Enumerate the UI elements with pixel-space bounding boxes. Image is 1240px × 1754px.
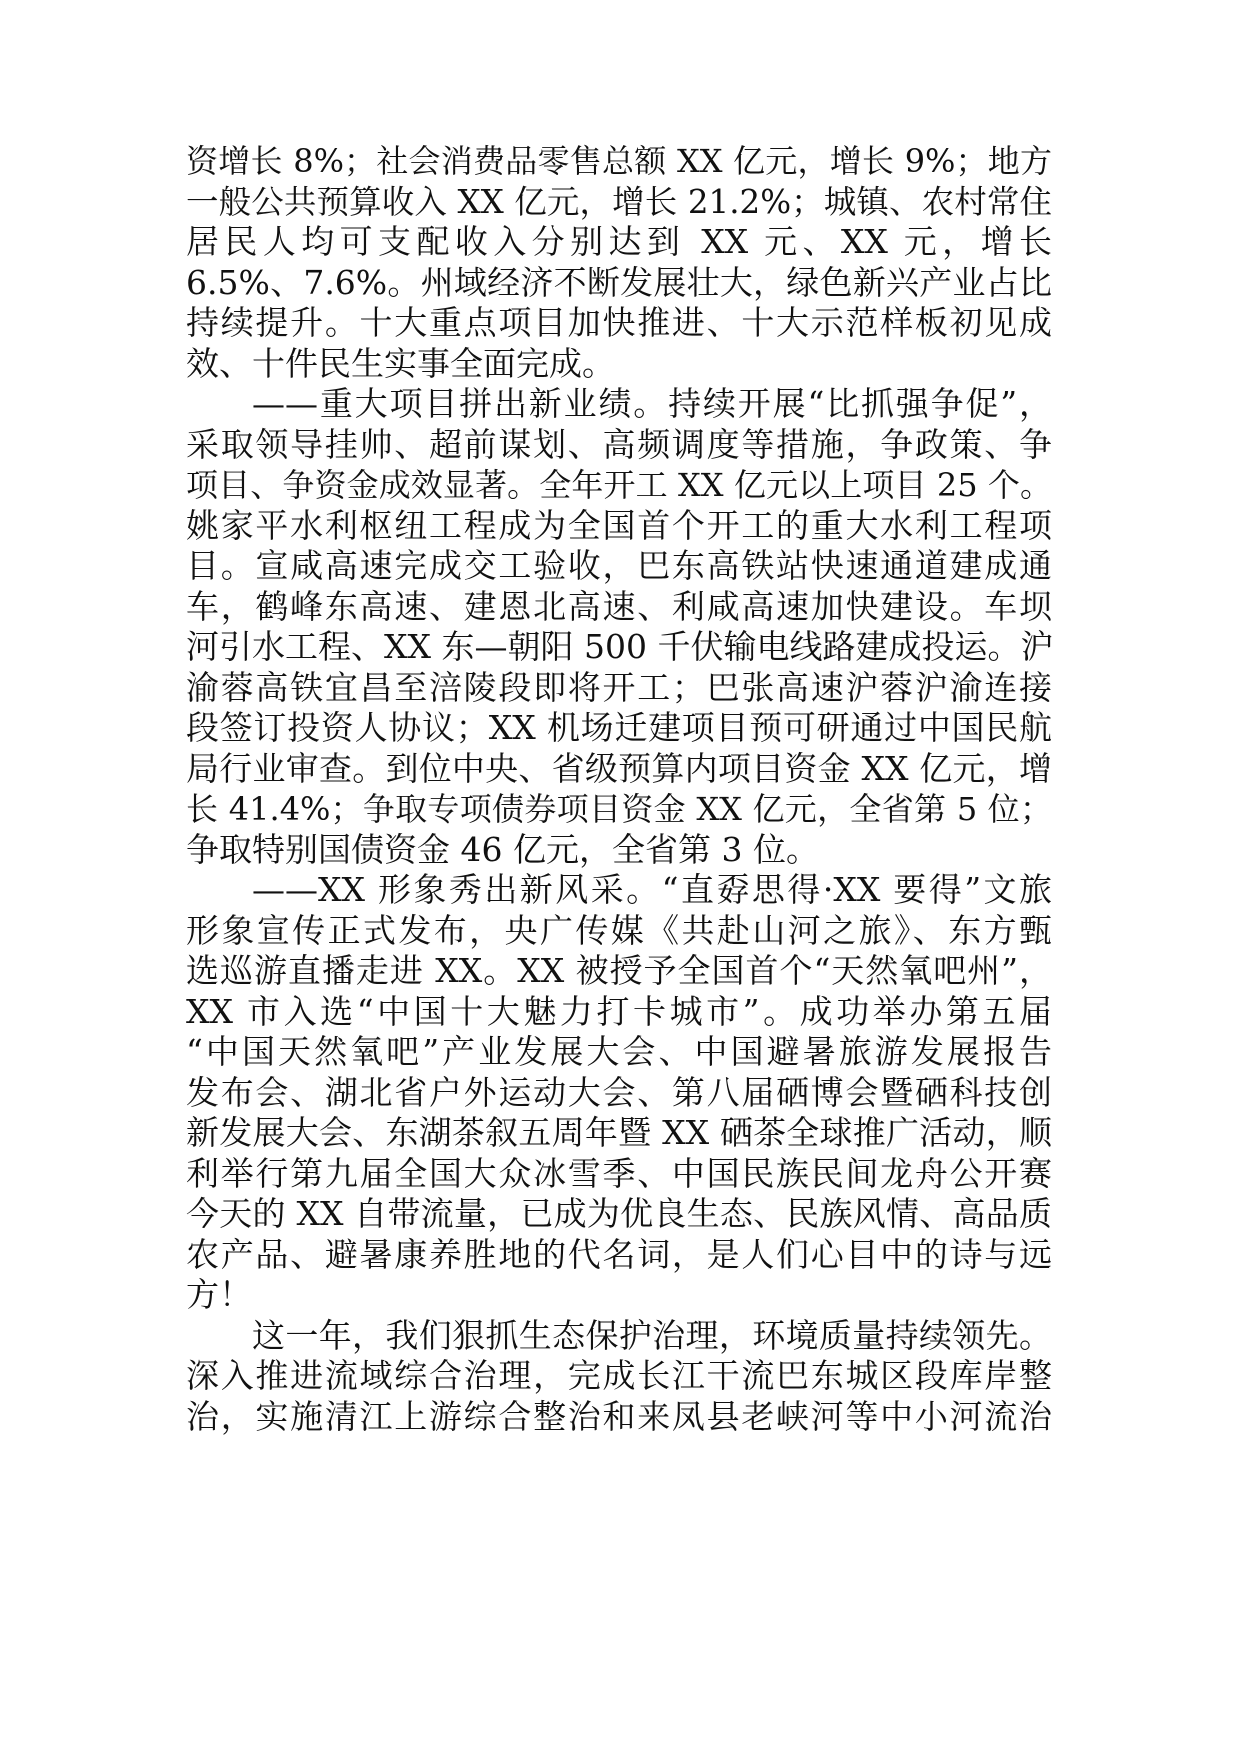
text-line: 新发展大会、东湖茶叙五周年暨 XX 硒茶全球推广活动，顺 [186,1113,1052,1152]
text-line: 深入推进流域综合治理，完成长江干流巴东城区段库岸整 [186,1356,1052,1395]
text-line: XX 市入选“中国十大魅力打卡城市”。成功举办第五届 [186,992,1052,1031]
text-line: 居民人均可支配收入分别达到 XX 元、XX 元，增长 [186,222,1052,261]
text-line: 发布会、湖北省户外运动大会、第八届硒博会暨硒科技创 [186,1073,1052,1112]
text-line: 项目、争资金成效显著。全年开工 XX 亿元以上项目 25 个。 [186,466,1052,504]
text-line: 6.5%、7.6%。州域经济不断发展壮大，绿色新兴产业占比 [186,263,1052,302]
text-line: 今天的 XX 自带流量，已成为优良生态、民族风情、高品质 [186,1194,1052,1233]
text-line: 治，实施清江上游综合整治和来凤县老峡河等中小河流治 [186,1397,1052,1436]
text-line: 一般公共预算收入 XX 亿元，增长 21.2%；城镇、农村常住 [186,183,1052,221]
text-line: 渝蓉高铁宜昌至涪陵段即将开工；巴张高速沪蓉沪渝连接 [186,668,1052,707]
text-line: 目。宣咸高速完成交工验收，巴东高铁站快速通道建成通 [186,546,1052,585]
text-line: 争取特别国债资金 46 亿元，全省第 3 位。 [186,830,819,869]
text-line: 利举行第九届全国大众冰雪季、中国民族民间龙舟公开赛 [186,1154,1052,1193]
text-line: 段签订投资人协议；XX 机场迁建项目预可研通过中国民航 [186,708,1052,747]
text-line: 效、十件民生实事全面完成。 [186,344,615,383]
text-line: 形象宣传正式发布，央广传媒《共赴山河之旅》、东方甄 [186,911,1052,950]
text-line: 采取领导挂帅、超前谋划、高频调度等措施，争政策、争 [186,425,1052,464]
text-line: 河引水工程、XX 东—朝阳 500 千伏输电线路建成投运。沪 [186,627,1054,666]
text-line: ——XX 形象秀出新风采。“直孬思得·XX 要得”文旅 [252,870,1052,909]
text-line: 持续提升。十大重点项目加快推进、十大示范样板初见成 [186,303,1052,342]
text-line: 农产品、避暑康养胜地的代名词，是人们心目中的诗与远 [186,1235,1052,1274]
text-line: 资增长 8%；社会消费品零售总额 XX 亿元，增长 9%；地方 [186,142,1052,180]
text-line: 局行业审查。到位中央、省级预算内项目资金 XX 亿元，增 [186,749,1052,788]
text-line: “中国天然氧吧”产业发展大会、中国避暑旅游发展报告 [186,1032,1052,1071]
text-line: 这一年，我们狠抓生态保护治理，环境质量持续领先。 [252,1316,1052,1355]
text-line: 长 41.4%；争取专项债券项目资金 XX 亿元，全省第 5 位； [186,790,1052,828]
text-line: 方！ [186,1275,252,1314]
text-line: 选巡游直播走进 XX。XX 被授予全国首个“天然氧吧州”， [186,951,1052,990]
text-line: ——重大项目拼出新业绩。持续开展“比抓强争促”， [252,384,1052,423]
text-line: 姚家平水利枢纽工程成为全国首个开工的重大水利工程项 [186,506,1052,545]
text-line: 车，鹤峰东高速、建恩北高速、利咸高速加快建设。车坝 [186,587,1052,626]
